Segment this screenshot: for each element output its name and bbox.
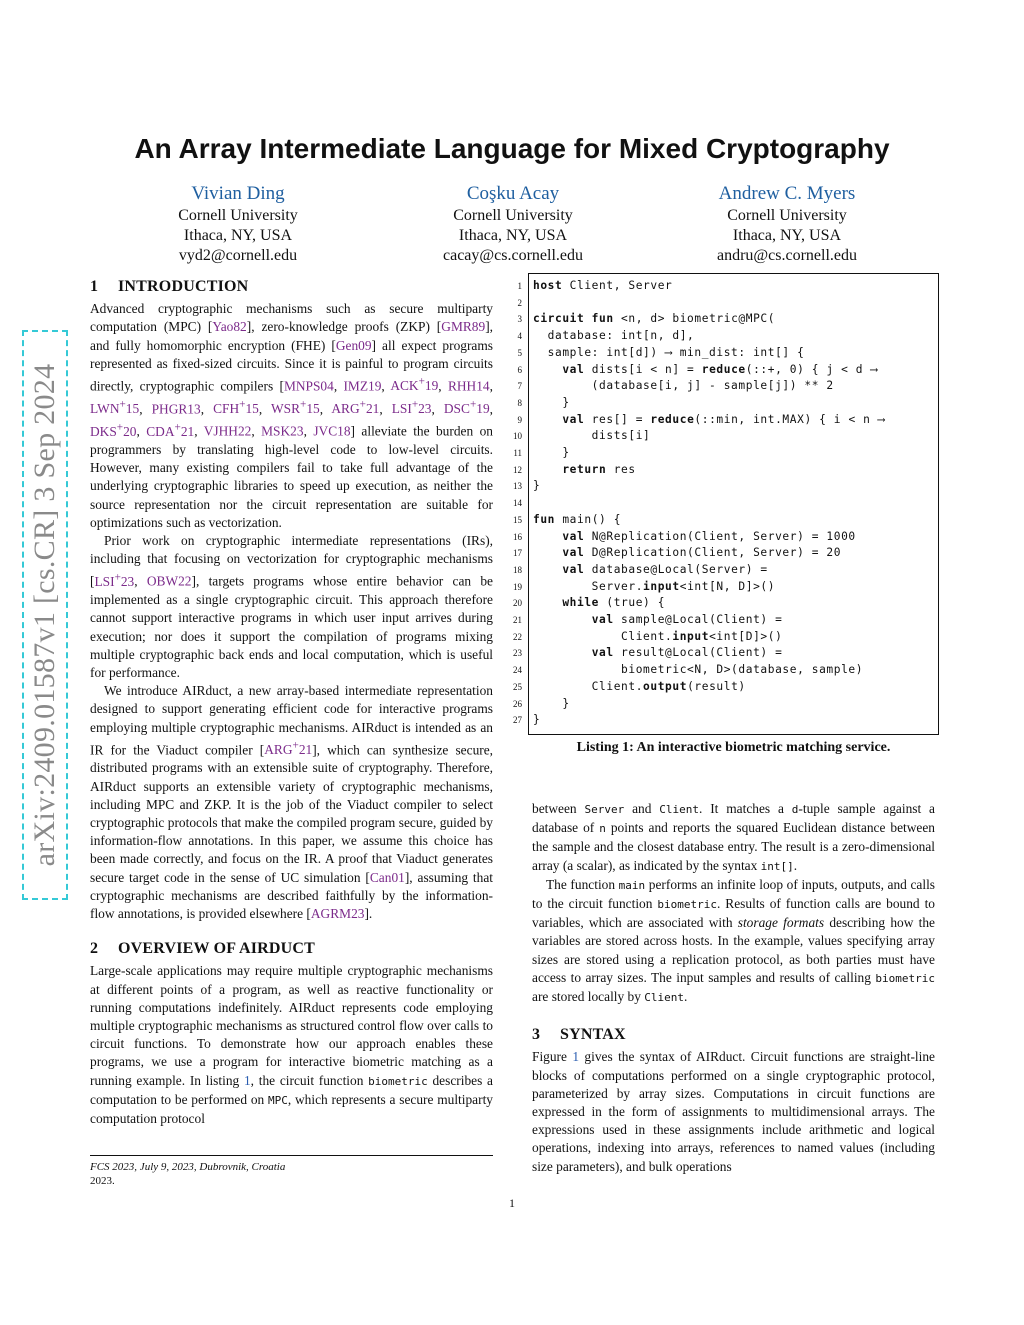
paragraph: between Server and Client. It matches a d-tuple sample against a database of n points and reports the squared Euclidean distance between the sample and the closest database entry. The result is a zero-dimensional array (a scalar), as indicated by the syntax int[]. bbox=[532, 801, 935, 873]
code-listing: host Client, Server circuit fun <n, d> biometric@MPC( database: int[n, d], sample: int[d]) ⟶ min_dist: int[] { val dists[i < n] = reduce(::+, 0) { j < d ⟶ (database[i, j] - sample[j]) ** 2 } val res[] = reduce(::min, int.MAX) { i < n ⟶ dists[i] } return res } fun main() { val N@Replication(Client, Server) = 1000 val D@Replication(Client, Server) = 20 val database@Local(Server) = Server.input<int[N, D]>() while (true) { val sample@Local(Client) = Client.input<int[D]>() val result@Local(Client) = biometric<N, D>(database, sample) Client.output(result) } } bbox=[533, 279, 886, 727]
listing-line-numbers: 1 2 3 4 5 6 7 8 9 10 11 12 13 14 15 16 17 18 19 20 21 22 23 24 25 26 27 bbox=[513, 281, 522, 726]
listing-caption: Listing 1: An interactive biometric matching service. bbox=[576, 740, 891, 755]
section-heading-introduction: 1 INTRODUCTION bbox=[90, 278, 249, 295]
footnote-year: 2023. bbox=[90, 1175, 115, 1187]
author-name[interactable]: Vivian Ding bbox=[191, 183, 285, 204]
paragraph: Figure 1 gives the syntax of AIRduct. Circuit functions are straight-line blocks of computations performed on a single cryptographic protocol, parameterized by array sizes. Computations in circuit functions are expressed in the form of assignments to multidimensional arrays. The expressions used in these assignments include arithmetic and logical operations, indexing into arrays, references to named values (including size parameters), and bulk operations bbox=[532, 1049, 935, 1174]
section-heading-syntax: 3 SYNTAX bbox=[532, 1026, 626, 1044]
footnote-venue: FCS 2023, July 9, 2023, Dubrovnik, Croatia bbox=[90, 1161, 286, 1173]
author-email: cacay@cs.cornell.edu bbox=[443, 247, 583, 264]
page-number: 1 bbox=[509, 1196, 515, 1210]
footnote bbox=[90, 1160, 285, 1188]
author-affiliation: Cornell University bbox=[178, 207, 298, 224]
footnote-rule bbox=[90, 1155, 493, 1156]
arxiv-identifier-stamp: arXiv:2409.01587v1 [cs.CR] 3 Sep 2024 bbox=[22, 330, 68, 900]
author-email: vyd2@cornell.edu bbox=[178, 247, 298, 264]
author-block bbox=[637, 182, 937, 266]
paragraph: The function main performs an infinite loop of inputs, outputs, and calls to the circuit function biometric. Results of function calls are bound to variables, which are associated with storage formats describing how the variables are stored across hosts. In the example, values specifying array sizes are stored using a replication protocol, as both parties must have access to array sizes. The input samples and results of calling biometric are stored locally by Client. bbox=[532, 876, 936, 1005]
author-name[interactable]: Coşku Acay bbox=[466, 183, 560, 204]
paragraph: Prior work on cryptographic intermediate representations (IRs), including that focusing on vectorization for cryptographic mechanisms [LSI+23, OBW22], targets programs whose entire behavior can be implemented as a single cryptographic circuit. This approach therefore cannot support interactive programs in which user input arrives during execution; nor does it support the compilation of programs mixing multiple cryptographic back ends and local computation, which is useful for performance. bbox=[90, 533, 493, 680]
paragraph: We introduce AIRduct, a new array-based intermediate representation designed to support generating efficient code for interactive programs employing multiple cryptographic mechanisms. AIRduct is intended as an IR for the Viaduct compiler [ARG+21], which can synthesize secure, distributed programs with an extensible suite of cryptography. Therefore, AIRduct supports an extensible variety of cryptographic mechanisms, including MPC and ZKP. It is the job of the Viaduct compiler to select cryptographic protocols that make the compiled program secure, guided by information-flow annotations. In this paper, we assume this choice has been made correctly, and focus on the IR. A proof that Viaduct generates secure target code in the sense of UC simulation [Can01], assuming that cryptographic mechanisms are described faithfully by the information-flow annotations, is provided elsewhere [AGRM23]. bbox=[90, 683, 494, 922]
author-location: Ithaca, NY, USA bbox=[732, 227, 842, 244]
section-heading-overview: 2 OVERVIEW OF AIRDUCT bbox=[90, 940, 316, 958]
right-column bbox=[532, 800, 935, 1176]
paragraph: Advanced cryptographic mechanisms such as secure multiparty computation (MPC) [Yao82], zero-knowledge proofs (ZKP) [GMR89], and fully homomorphic encryption (FHE) [Gen09] all expect programs represented as fixed-sized circuits. Since it is painful to program circuits directly, cryptographic compilers [MNPS04, IMZ19, ACK+19, RHH14, LWN+15, PHGR13, CFH+15, WSR+15, ARG+21, LSI+23, DSC+19, DKS+20, CDA+21, VJHH22, MSK23, JVC18] alleviate the burden on programmers by translating high-level code to low-level circuits. However, many existing compilers fail to take full advantage of the underlying cryptographic libraries to speed up execution, as neither the source representation nor the circuit representation are suitable for optimizations such as vectorization. bbox=[90, 301, 493, 530]
author-affiliation: Cornell University bbox=[453, 207, 573, 224]
author-block bbox=[363, 182, 663, 266]
left-column bbox=[90, 278, 493, 1128]
author-location: Ithaca, NY, USA bbox=[183, 227, 293, 244]
paper-title: An Array Intermediate Language for Mixed Cryptography bbox=[134, 133, 890, 164]
paragraph: Large-scale applications may require multiple cryptographic mechanisms at different points of a program, as well as reactive functionality or running computations indefinitely. AIRduct represents code employing multiple cryptographic mechanisms as structured control flow over calls to circuit functions. To demonstrate how our approach enables these programs, we use a program for interactive biometric matching as a running example. In listing 1, the circuit function biometric describes a computation to be performed on MPC, which represents a secure multiparty computation protocol bbox=[90, 963, 493, 1127]
author-block bbox=[88, 182, 388, 266]
author-email: andru@cs.cornell.edu bbox=[716, 247, 857, 264]
author-location: Ithaca, NY, USA bbox=[458, 227, 568, 244]
author-affiliation: Cornell University bbox=[727, 207, 847, 224]
author-name[interactable]: Andrew C. Myers bbox=[718, 183, 856, 204]
